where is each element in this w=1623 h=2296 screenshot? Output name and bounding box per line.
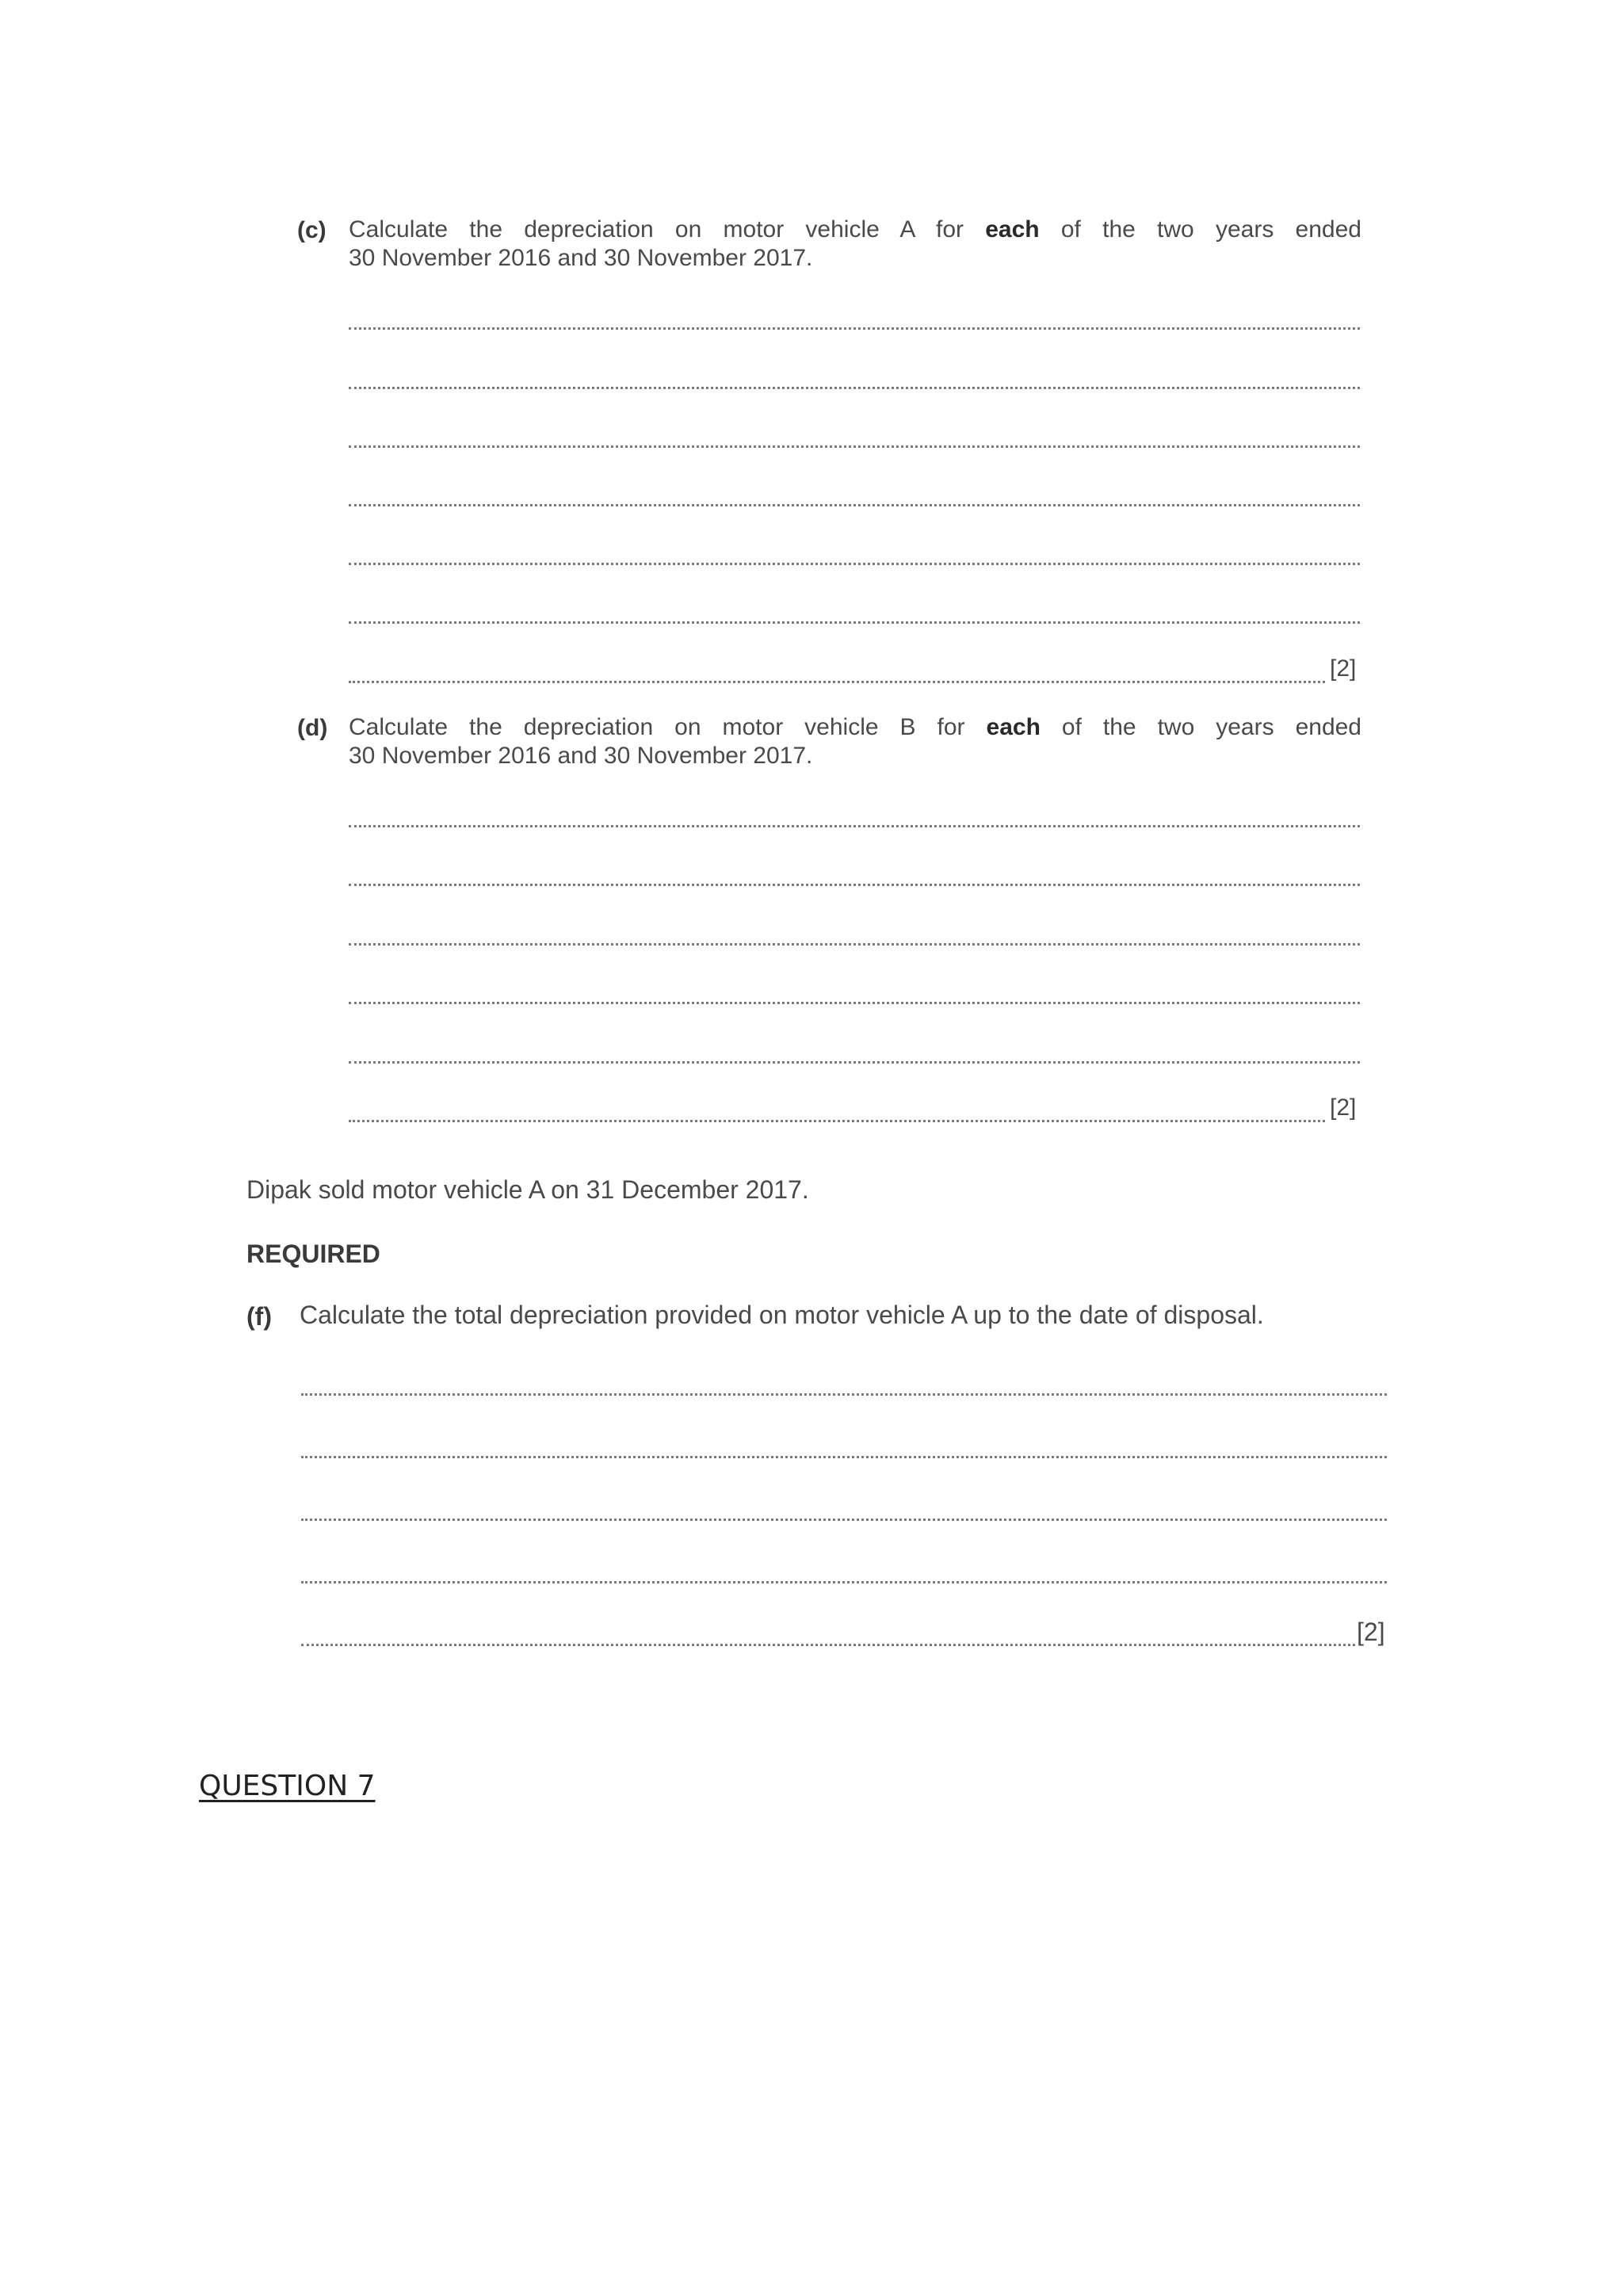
- answer-line-f-1[interactable]: [301, 1367, 1387, 1396]
- part-d-question: [349, 713, 1361, 770]
- answer-line-c-5[interactable]: [349, 537, 1360, 565]
- part-d-line-2: 30 November 2016 and 30 November 2017.: [349, 743, 813, 769]
- required-heading: REQUIRED: [246, 1240, 380, 1268]
- answer-line-d-6[interactable]: [349, 1094, 1325, 1122]
- part-c-mark: [2]: [1330, 655, 1357, 682]
- part-d-text-pre: Calculate the depreciation on motor vehicle B for: [349, 714, 965, 740]
- part-d-line-1: [349, 713, 1361, 742]
- part-c-question: [349, 216, 1361, 273]
- answer-line-c-1[interactable]: [349, 301, 1360, 330]
- answer-line-f-4[interactable]: [301, 1555, 1387, 1584]
- part-f-mark: [2]: [1357, 1618, 1385, 1646]
- answer-line-c-2[interactable]: [349, 361, 1360, 389]
- answer-line-d-3[interactable]: [349, 917, 1360, 946]
- answer-line-d-4[interactable]: [349, 976, 1360, 1004]
- answer-line-c-7[interactable]: [349, 655, 1325, 683]
- answer-line-c-6[interactable]: [349, 595, 1360, 624]
- part-c-emphasis: each: [985, 216, 1040, 243]
- answer-line-d-2[interactable]: [349, 858, 1360, 886]
- question-7-heading: QUESTION 7: [199, 1770, 376, 1802]
- answer-line-d-5[interactable]: [349, 1035, 1360, 1064]
- answer-line-f-3[interactable]: [301, 1492, 1387, 1521]
- part-c-label: (c): [297, 217, 327, 243]
- part-f-question: Calculate the total depreciation provided on motor vehicle A up to the date of disposal.: [300, 1301, 1264, 1329]
- answer-line-c-4[interactable]: [349, 478, 1360, 506]
- answer-line-f-2[interactable]: [301, 1430, 1387, 1458]
- answer-line-d-1[interactable]: [349, 799, 1360, 827]
- part-c-text-pre: Calculate the depreciation on motor vehicle A for: [349, 216, 964, 243]
- disposal-statement: Dipak sold motor vehicle A on 31 December 2017.: [246, 1175, 809, 1204]
- part-d-emphasis: each: [986, 714, 1041, 740]
- part-d-label: (d): [297, 715, 328, 741]
- answer-line-f-5[interactable]: [301, 1618, 1355, 1646]
- part-d-mark: [2]: [1330, 1095, 1357, 1121]
- part-c-text-post: of the two years ended: [1060, 216, 1361, 243]
- part-c-line-1: [349, 216, 1361, 244]
- part-f-label: (f): [246, 1302, 272, 1331]
- answer-line-c-3[interactable]: [349, 419, 1360, 448]
- part-c-line-2: 30 November 2016 and 30 November 2017.: [349, 245, 813, 271]
- part-d-text-post: of the two years ended: [1061, 714, 1361, 740]
